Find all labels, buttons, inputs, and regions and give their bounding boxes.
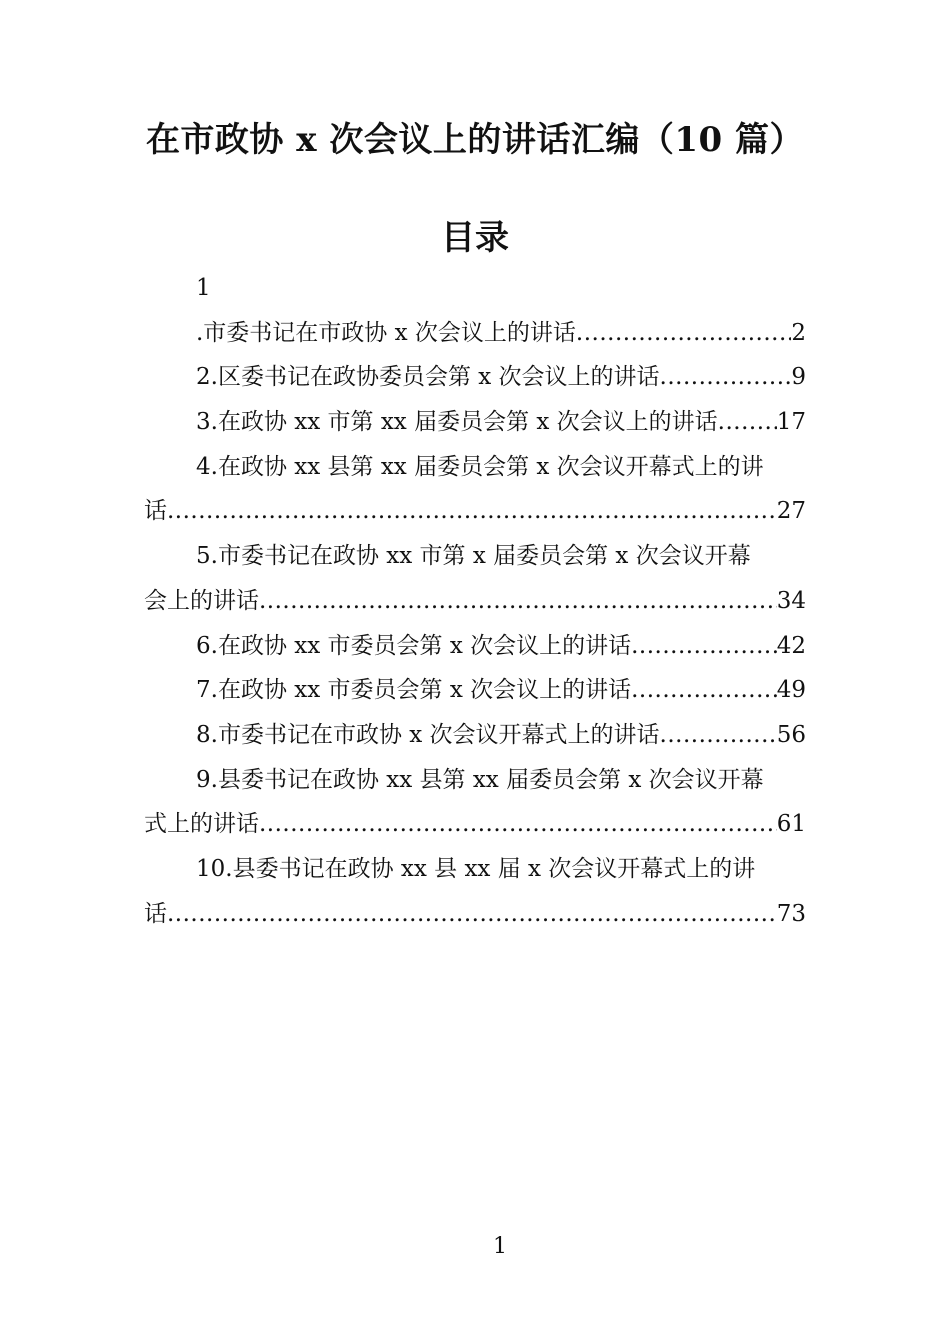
toc-entry-8[interactable]: [144, 713, 806, 758]
toc-entry-number: 1: [196, 275, 211, 301]
toc-entry-title: 4.在政协 xx 县第 xx 届委员会第 x 次会议开幕式上的讲: [196, 453, 764, 480]
toc-entry-6[interactable]: [144, 624, 806, 669]
toc-entry-page: 2: [791, 319, 806, 346]
toc-entry-title: 7.在政协 xx 市委员会第 x 次会议上的讲话: [196, 677, 632, 704]
toc-entry-title-continuation: 话: [144, 498, 167, 525]
toc-entry-title: 2.区委书记在政协委员会第 x 次会议上的讲话: [196, 364, 660, 391]
toc-entry-4-continuation[interactable]: [144, 489, 806, 534]
toc-entry-page: 73: [776, 900, 806, 927]
toc-entry-10[interactable]: [144, 847, 806, 892]
toc-heading: 目录: [441, 218, 509, 258]
toc-entry-1[interactable]: [144, 311, 806, 356]
page-number: 1: [493, 1234, 507, 1259]
toc-entry-3[interactable]: [144, 400, 806, 445]
toc-entry-9-continuation[interactable]: [144, 802, 806, 847]
toc-entry-page: 9: [791, 364, 806, 391]
toc-leader-dots: [259, 579, 777, 624]
toc-leader-dots: [660, 713, 777, 758]
toc-leader-dots: [631, 624, 777, 669]
table-of-contents: [144, 266, 806, 936]
toc-entry-9[interactable]: [144, 758, 806, 803]
toc-leader-dots: [576, 311, 791, 356]
toc-entry-page: 42: [776, 632, 806, 659]
toc-entry-title: .市委书记在市政协 x 次会议上的讲话: [196, 319, 576, 346]
toc-entry-title: 10.县委书记在政协 xx 县 xx 届 x 次会议开幕式上的讲: [196, 855, 756, 882]
toc-entry-title-continuation: 会上的讲话: [144, 587, 259, 614]
toc-entry-title-continuation: 话: [144, 900, 167, 927]
toc-leader-dots: [167, 489, 777, 534]
toc-entry-page: 27: [776, 498, 806, 525]
toc-entry-page: 17: [776, 409, 806, 436]
toc-entry-title: 8.市委书记在市政协 x 次会议开幕式上的讲话: [196, 721, 660, 748]
toc-entry-page: 56: [776, 721, 806, 748]
toc-entry-page: 61: [776, 811, 806, 838]
document-title: 在市政协 x 次会议上的讲话汇编（10 篇）: [145, 120, 805, 160]
toc-entry-title: 9.县委书记在政协 xx 县第 xx 届委员会第 x 次会议开幕: [196, 766, 764, 793]
toc-entry-title: 6.在政协 xx 市委员会第 x 次会议上的讲话: [196, 632, 632, 659]
toc-entry-title: 5.市委书记在政协 xx 市第 x 届委员会第 x 次会议开幕: [196, 543, 751, 570]
toc-leader-dots: [718, 400, 777, 445]
toc-entry-1-number: [144, 266, 806, 311]
toc-leader-dots: [167, 892, 777, 937]
toc-entry-title-continuation: 式上的讲话: [144, 811, 259, 838]
toc-entry-5-continuation[interactable]: [144, 579, 806, 624]
toc-leader-dots: [660, 355, 792, 400]
toc-entry-page: 34: [776, 587, 806, 614]
toc-entry-2[interactable]: [144, 355, 806, 400]
toc-leader-dots: [631, 668, 777, 713]
toc-entry-10-continuation[interactable]: [144, 892, 806, 937]
toc-entry-7[interactable]: [144, 668, 806, 713]
toc-leader-dots: [259, 802, 777, 847]
toc-entry-4[interactable]: [144, 445, 806, 490]
toc-entry-page: 49: [776, 677, 806, 704]
toc-entry-title: 3.在政协 xx 市第 xx 届委员会第 x 次会议上的讲话: [196, 409, 718, 436]
toc-entry-5[interactable]: [144, 534, 806, 579]
